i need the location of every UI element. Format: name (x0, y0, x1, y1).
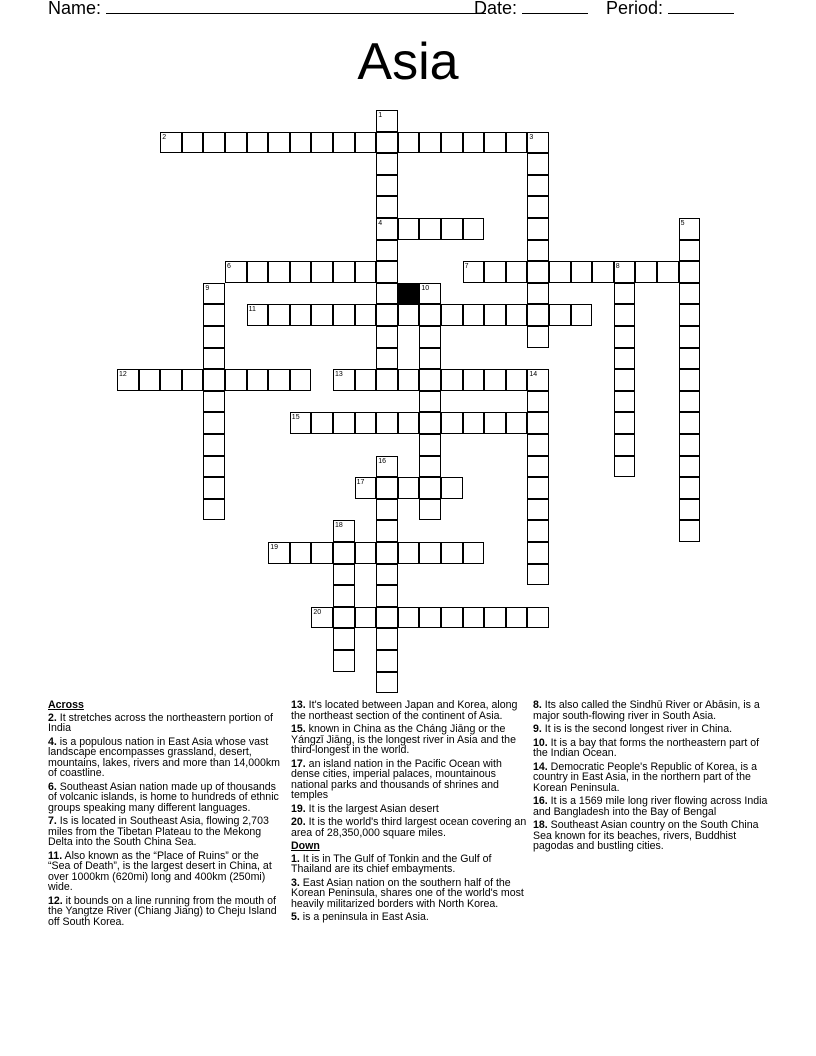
clue-number: 11 (248, 306, 256, 314)
clue-item (48, 816, 284, 848)
clue-text: Its also called the Sindhū River or Abāsin, is a major south-flowing river in South Asia. (533, 699, 760, 722)
grid-cell[interactable] (160, 132, 182, 154)
clue-text: It's located between Japan and Korea, along the northeast section of the continent of Asia. (291, 699, 518, 722)
grid-cell[interactable] (333, 261, 355, 283)
grid-cell[interactable] (376, 132, 398, 154)
clue-text: East Asian nation on the southern half of the Korean Peninsula, shares one of the world's most heavily militarized borders with North Korea. (291, 876, 524, 910)
grid-cell[interactable] (203, 412, 225, 434)
grid-cell[interactable] (441, 369, 463, 391)
date-label: Date: (474, 0, 518, 18)
clue-num: 3. (291, 876, 300, 889)
grid-cell[interactable] (311, 607, 333, 629)
clue-text: Democratic People's Republic of Korea, is a country in East Asia, in the northern part of the Korean Peninsula. (533, 760, 758, 794)
grid-cell[interactable] (614, 304, 636, 326)
grid-cell[interactable] (419, 348, 441, 370)
grid-cell[interactable] (376, 542, 398, 564)
clue-text: is a peninsula in East Asia. (299, 911, 429, 923)
clue-text: It is the largest Asian desert (305, 802, 439, 815)
clue-num: 5. (291, 911, 300, 923)
grid-cell[interactable] (527, 196, 549, 218)
clue-number: 2 (162, 133, 167, 141)
grid-cell[interactable] (290, 542, 312, 564)
grid-cell[interactable] (376, 196, 398, 218)
grid-cell[interactable] (311, 261, 333, 283)
grid-cell[interactable] (419, 391, 441, 413)
clue-num: 7. (48, 815, 57, 827)
clue-item (533, 724, 769, 735)
grid-cell[interactable] (333, 564, 355, 586)
grid-cell[interactable] (527, 434, 549, 456)
grid-cell[interactable] (203, 283, 225, 305)
clues-column-3 (533, 700, 769, 855)
black-cell (398, 283, 420, 305)
clue-number: 6 (227, 263, 231, 271)
grid-cell[interactable] (419, 434, 441, 456)
clue-num: 18. (533, 819, 548, 831)
clue-num: 11. (48, 849, 63, 862)
grid-cell[interactable] (376, 153, 398, 175)
clue-num: 10. (533, 736, 548, 749)
grid-cell[interactable] (484, 607, 506, 629)
clues-column-1 (48, 700, 284, 930)
clue-number: 8 (615, 263, 620, 271)
grid-cell[interactable] (679, 434, 701, 456)
grid-cell[interactable] (290, 369, 312, 391)
grid-cell[interactable] (614, 391, 636, 413)
grid-cell[interactable] (549, 304, 571, 326)
clue-text: It is the world's third largest ocean covering an area of 28,350,000 square miles. (291, 816, 527, 839)
grid-cell[interactable] (527, 132, 549, 154)
clue-text: known in China as the Cháng Jiāng or the Yángzǐ Jiāng, is the longest river in Asia and the third-longest in the world. (291, 723, 516, 756)
grid-cell[interactable] (679, 283, 701, 305)
clue-num: 17. (291, 757, 306, 770)
grid-cell[interactable] (203, 477, 225, 499)
grid-cell[interactable] (441, 412, 463, 434)
grid-cell[interactable] (355, 132, 377, 154)
grid-cell[interactable] (225, 132, 247, 154)
clue-text: an island nation in the Pacific Ocean with dense cities, imperial palaces, mountainous national parks and thousands of shrines and temples (291, 757, 502, 801)
grid-cell[interactable] (679, 218, 701, 240)
grid-cell[interactable] (376, 304, 398, 326)
grid-cell[interactable] (247, 369, 269, 391)
grid-cell[interactable] (355, 477, 377, 499)
grid-cell[interactable] (139, 369, 161, 391)
grid-cell[interactable] (419, 218, 441, 240)
clue-item (291, 700, 527, 721)
grid-cell[interactable] (376, 564, 398, 586)
grid-cell[interactable] (571, 261, 593, 283)
clue-item (533, 700, 769, 721)
clue-item (48, 896, 284, 928)
grid-cell[interactable] (506, 304, 528, 326)
clue-number: 13 (335, 371, 343, 379)
grid-cell[interactable] (376, 369, 398, 391)
grid-cell[interactable] (527, 477, 549, 499)
clue-text: Southeast Asian nation made up of thousands of volcanic islands, is home to hundreds of ethnic groups speaking many different languages. (48, 780, 279, 814)
grid-cell[interactable] (117, 369, 139, 391)
grid-cell[interactable] (333, 369, 355, 391)
grid-cell[interactable] (441, 477, 463, 499)
grid-cell[interactable] (614, 326, 636, 348)
clue-item (48, 713, 284, 734)
grid-cell[interactable] (527, 499, 549, 521)
grid-cell[interactable] (679, 261, 701, 283)
clue-num: 9. (533, 723, 542, 735)
grid-cell[interactable] (376, 261, 398, 283)
grid-cell[interactable] (679, 412, 701, 434)
clue-item (48, 737, 284, 779)
grid-cell[interactable] (527, 564, 549, 586)
grid-cell[interactable] (247, 304, 269, 326)
grid-cell[interactable] (463, 412, 485, 434)
grid-cell[interactable] (549, 261, 571, 283)
clue-text: It is is the second longest river in China. (541, 723, 733, 735)
grid-cell[interactable] (441, 542, 463, 564)
grid-cell[interactable] (592, 261, 614, 283)
clue-num: 15. (291, 723, 306, 735)
grid-cell[interactable] (376, 348, 398, 370)
clue-number: 5 (680, 220, 685, 227)
grid-cell[interactable] (571, 304, 593, 326)
grid-cell[interactable] (419, 412, 441, 434)
clue-text: Is is located in Southeast Asia, flowing 2,703 miles from the Tibetan Plateau to the Mekong Delta into the South China Sea. (48, 815, 269, 848)
grid-cell[interactable] (506, 607, 528, 629)
clue-text: Also known as the “Place of Ruins” or the “Sea of Death”, is the largest desert in China, at over 1000km (620mi) long and 400km (250mi) wide. (48, 849, 272, 893)
grid-cell[interactable] (333, 132, 355, 154)
grid-cell[interactable] (398, 607, 420, 629)
grid-cell[interactable] (290, 132, 312, 154)
clue-number: 7 (464, 263, 469, 271)
section-heading-down: Down (291, 840, 320, 852)
grid-cell[interactable] (355, 607, 377, 629)
grid-cell[interactable] (376, 672, 398, 694)
grid-cell[interactable] (203, 456, 225, 478)
grid-cell[interactable] (419, 283, 441, 305)
grid-cell[interactable] (527, 261, 549, 283)
grid-cell[interactable] (333, 585, 355, 607)
grid-cell[interactable] (527, 520, 549, 542)
clue-item (291, 759, 527, 801)
grid-cell[interactable] (398, 542, 420, 564)
grid-cell[interactable] (203, 499, 225, 521)
grid-cell[interactable] (419, 542, 441, 564)
grid-cell[interactable] (484, 369, 506, 391)
grid-cell[interactable] (484, 304, 506, 326)
page-title: Asia (357, 33, 459, 91)
clue-item (291, 854, 527, 875)
grid-cell[interactable] (679, 520, 701, 542)
grid-cell[interactable] (614, 369, 636, 391)
grid-cell[interactable] (203, 391, 225, 413)
clue-num: 12. (48, 894, 63, 907)
grid-cell[interactable] (290, 304, 312, 326)
grid-cell[interactable] (463, 607, 485, 629)
grid-cell[interactable] (679, 369, 701, 391)
section-heading-across: Across (48, 699, 84, 711)
grid-cell[interactable] (376, 240, 398, 262)
grid-cell[interactable] (419, 369, 441, 391)
grid-cell[interactable] (614, 412, 636, 434)
grid-cell[interactable] (376, 520, 398, 542)
clue-item (533, 796, 769, 817)
grid-cell[interactable] (311, 132, 333, 154)
grid-cell[interactable] (398, 218, 420, 240)
grid-cell[interactable] (463, 132, 485, 154)
grid-cell[interactable] (376, 175, 398, 197)
grid-cell[interactable] (203, 369, 225, 391)
grid-cell[interactable] (376, 585, 398, 607)
grid-cell[interactable] (463, 261, 485, 283)
clue-number: 1 (378, 112, 383, 119)
grid-cell[interactable] (203, 348, 225, 370)
grid-cell[interactable] (333, 304, 355, 326)
clue-item (291, 912, 527, 923)
clue-text: It is a 1569 mile long river flowing across India and Bangladesh into the Bay of Bengal (533, 795, 768, 818)
grid-cell[interactable] (527, 412, 549, 434)
grid-cell[interactable] (182, 369, 204, 391)
grid-cell[interactable] (484, 132, 506, 154)
grid-cell[interactable] (333, 607, 355, 629)
clue-text: it bounds on a line running from the mouth of the Yangtze River (Chiang Jiang) to Cheju Island off South Korea. (48, 894, 277, 928)
grid-cell[interactable] (463, 542, 485, 564)
grid-cell[interactable] (527, 218, 549, 240)
grid-cell[interactable] (527, 456, 549, 478)
grid-cell[interactable] (527, 304, 549, 326)
grid-cell[interactable] (679, 477, 701, 499)
grid-cell[interactable] (635, 261, 657, 283)
clue-item (533, 820, 769, 852)
grid-cell[interactable] (506, 261, 528, 283)
grid-cell[interactable] (463, 369, 485, 391)
grid-cell[interactable] (506, 369, 528, 391)
grid-cell[interactable] (441, 218, 463, 240)
grid-cell[interactable] (333, 520, 355, 542)
grid-cell[interactable] (398, 369, 420, 391)
clue-text: is a populous nation in East Asia whose vast landscape encompasses grassland, desert, mountains, lakes, rivers and more than 14,000km of coastline. (48, 735, 281, 779)
grid-cell[interactable] (441, 607, 463, 629)
grid-cell[interactable] (268, 304, 290, 326)
grid-cell[interactable] (203, 326, 225, 348)
grid-cell[interactable] (355, 542, 377, 564)
grid-cell[interactable] (203, 304, 225, 326)
clue-item (533, 738, 769, 759)
clue-item (291, 724, 527, 756)
grid-cell[interactable] (182, 132, 204, 154)
grid-cell[interactable] (527, 326, 549, 348)
grid-cell[interactable] (527, 607, 549, 629)
grid-cell[interactable] (506, 412, 528, 434)
clue-item (291, 817, 527, 838)
name-label: Name: (48, 0, 102, 18)
grid-cell[interactable] (679, 348, 701, 370)
grid-cell[interactable] (657, 261, 679, 283)
clue-number: 14 (529, 371, 538, 379)
grid-cell[interactable] (419, 607, 441, 629)
grid-cell[interactable] (398, 477, 420, 499)
grid-cell[interactable] (376, 456, 398, 478)
grid-cell[interactable] (419, 326, 441, 348)
grid-cell[interactable] (333, 412, 355, 434)
clue-text: Southeast Asian country on the South China Sea known for its beaches, rivers, Buddhist pagodas and bustling cities. (533, 819, 759, 852)
grid-cell[interactable] (614, 434, 636, 456)
grid-cell[interactable] (679, 391, 701, 413)
grid-cell[interactable] (679, 304, 701, 326)
grid-cell[interactable] (376, 218, 398, 240)
grid-cell[interactable] (225, 261, 247, 283)
grid-cell[interactable] (376, 283, 398, 305)
grid-cell[interactable] (679, 240, 701, 262)
grid-cell[interactable] (268, 369, 290, 391)
grid-cell[interactable] (419, 456, 441, 478)
clue-num: 13. (291, 699, 306, 711)
grid-cell[interactable] (225, 369, 247, 391)
clue-number: 18 (335, 522, 343, 530)
grid-cell[interactable] (419, 477, 441, 499)
clues-column-2 (291, 700, 527, 926)
clue-item (291, 878, 527, 910)
clue-number: 4 (378, 220, 383, 227)
grid-cell[interactable] (333, 628, 355, 650)
clue-number: 17 (356, 479, 365, 487)
clue-number: 9 (205, 284, 210, 292)
clue-item (533, 762, 769, 794)
grid-cell[interactable] (376, 477, 398, 499)
grid-cell[interactable] (614, 283, 636, 305)
grid-cell[interactable] (527, 542, 549, 564)
grid-cell[interactable] (311, 304, 333, 326)
grid-cell[interactable] (527, 391, 549, 413)
clue-number: 20 (313, 608, 322, 616)
grid-cell[interactable] (311, 412, 333, 434)
grid-cell[interactable] (527, 369, 549, 391)
clue-text: It is in The Gulf of Tonkin and the Gulf of Thailand are its chief embayments. (291, 852, 492, 875)
grid-cell[interactable] (484, 412, 506, 434)
grid-cell[interactable] (614, 348, 636, 370)
grid-cell[interactable] (441, 132, 463, 154)
clue-item (291, 804, 527, 815)
clue-num: 14. (533, 760, 548, 773)
grid-cell[interactable] (484, 261, 506, 283)
clue-item (48, 782, 284, 814)
grid-cell[interactable] (355, 304, 377, 326)
grid-cell[interactable] (333, 650, 355, 672)
clue-text: It is a bay that forms the northeastern part of the Indian Ocean. (533, 736, 760, 759)
grid-cell[interactable] (527, 175, 549, 197)
grid-cell[interactable] (203, 132, 225, 154)
grid-cell[interactable] (355, 369, 377, 391)
grid-cell[interactable] (419, 499, 441, 521)
clue-text: It stretches across the northeastern portion of India (48, 711, 273, 734)
grid-cell[interactable] (203, 434, 225, 456)
grid-cell[interactable] (527, 240, 549, 262)
clue-number: 3 (529, 133, 534, 141)
grid-cell[interactable] (247, 261, 269, 283)
grid-cell[interactable] (419, 132, 441, 154)
clue-num: 8. (533, 699, 542, 711)
grid-cell[interactable] (398, 412, 420, 434)
clue-num: 19. (291, 802, 306, 815)
clue-item (48, 851, 284, 893)
clue-num: 2. (48, 711, 57, 724)
grid-cell[interactable] (268, 132, 290, 154)
grid-cell[interactable] (679, 456, 701, 478)
clue-num: 4. (48, 735, 57, 748)
grid-cell[interactable] (398, 132, 420, 154)
grid-cell[interactable] (247, 132, 269, 154)
clue-number: 10 (421, 284, 430, 292)
grid-cell[interactable] (614, 456, 636, 478)
grid-cell[interactable] (355, 261, 377, 283)
grid-cell[interactable] (376, 628, 398, 650)
grid-cell[interactable] (290, 412, 312, 434)
grid-cell[interactable] (268, 261, 290, 283)
clue-number: 12 (119, 371, 127, 379)
clue-number: 19 (270, 544, 278, 551)
grid-cell[interactable] (527, 153, 549, 175)
grid-cell[interactable] (290, 261, 312, 283)
grid-cell[interactable] (376, 499, 398, 521)
grid-cell[interactable] (527, 283, 549, 305)
clue-number: 16 (378, 457, 386, 465)
clue-number: 15 (291, 414, 300, 422)
grid-cell[interactable] (355, 412, 377, 434)
grid-cell[interactable] (441, 304, 463, 326)
clue-num: 20. (291, 816, 306, 828)
clue-num: 16. (533, 795, 548, 807)
grid-cell[interactable] (376, 650, 398, 672)
grid-cell[interactable] (160, 369, 182, 391)
period-label: Period: (606, 0, 664, 18)
clue-num: 1. (291, 852, 300, 865)
grid-cell[interactable] (376, 110, 398, 132)
grid-cell[interactable] (419, 304, 441, 326)
grid-cell[interactable] (333, 542, 355, 564)
grid-cell[interactable] (398, 304, 420, 326)
grid-cell[interactable] (268, 542, 290, 564)
grid-cell[interactable] (376, 326, 398, 348)
grid-cell[interactable] (679, 499, 701, 521)
grid-cell[interactable] (376, 412, 398, 434)
grid-cell[interactable] (506, 132, 528, 154)
grid-cell[interactable] (614, 261, 636, 283)
grid-cell[interactable] (376, 607, 398, 629)
clue-num: 6. (48, 780, 57, 793)
grid-cell[interactable] (311, 542, 333, 564)
grid-cell[interactable] (463, 304, 485, 326)
grid-cell[interactable] (679, 326, 701, 348)
grid-cell[interactable] (463, 218, 485, 240)
